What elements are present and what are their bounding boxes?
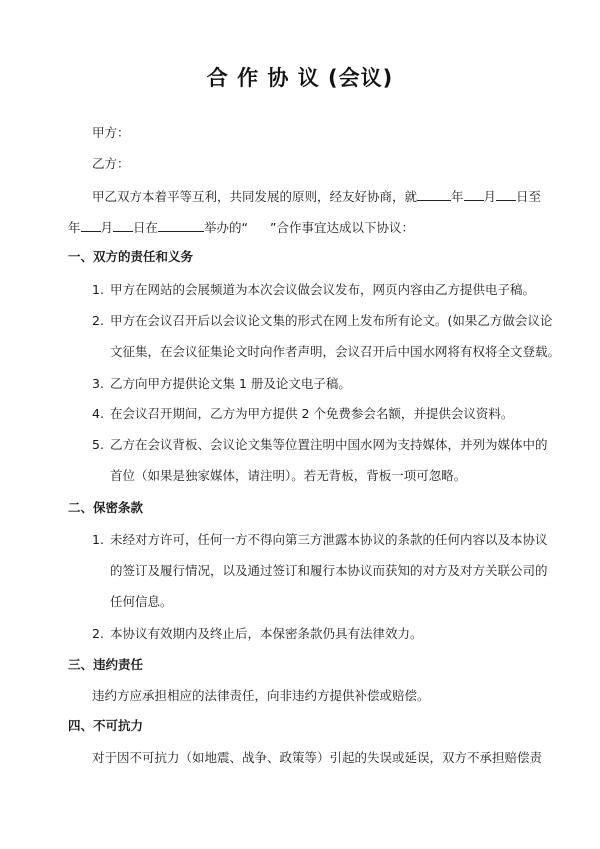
day-label: 日在 [133, 220, 159, 235]
blank-field [417, 187, 451, 201]
list-item-text: 文征集，在会议征集论文时向作者声明，会议召开后中国水网将有权将全文登载。 [110, 344, 561, 359]
section-text: 对于因不可抗力（如地震、战争、政策等）引起的失误或延误，双方不承担赔偿责 [92, 750, 543, 765]
list-item-number: 5. [92, 437, 104, 452]
list-item-text: 甲方在网站的会展频道为本次会议做会议发布，网页内容由乙方提供电子稿。 [110, 282, 536, 297]
day-label: 日至 [516, 189, 542, 204]
list-item-number: 1. [92, 532, 104, 547]
held-label: 举办的“ [204, 220, 249, 235]
document-title: 合 作 协 议 (会议) [206, 66, 394, 90]
section-heading: 三、违约责任 [68, 657, 144, 672]
month-label: 月 [100, 220, 114, 235]
section-heading: 四、不可抗力 [68, 718, 144, 733]
list-item-number: 2. [92, 626, 104, 641]
section-heading: 一、双方的责任和义务 [68, 249, 194, 264]
list-item-text: 未经对方许可，任何一方不得向第三方泄露本协议的条款的任何内容以及本协议 [110, 532, 548, 547]
list-item-text: 在会议召开期间，乙方为甲方提供 2 个免费参会名额，并提供会议资料。 [110, 406, 514, 421]
blank-field [496, 187, 516, 201]
party-b-label: 乙方： [92, 156, 130, 171]
intro-line-2 [68, 218, 414, 236]
list-item-number: 4. [92, 406, 104, 421]
blank-field [464, 187, 484, 201]
list-item-number: 2. [92, 313, 104, 328]
list-item-number: 1. [92, 282, 104, 297]
blank-field [113, 218, 133, 232]
section-heading: 二、保密条款 [68, 500, 144, 515]
intro-text: 甲乙双方本着平等互利，共同发展的原则，经友好协商，就 [92, 189, 418, 204]
list-item-text: 甲方在会议召开后以会议论文集的形式在网上发布所有论文。(如果乙方做会议论 [110, 313, 553, 328]
party-a-label: 甲方： [92, 125, 130, 140]
blank-field [158, 218, 204, 232]
list-item-text: 乙方向甲方提供论文集 1 册及论文电子稿。 [110, 376, 351, 391]
list-item-number: 3. [92, 376, 104, 391]
list-item-text: 的签订及履行情况，以及通过签订和履行本协议而获知的对方及对方关联公司的 [110, 563, 548, 578]
list-item-text: 任何信息。 [110, 594, 173, 609]
year-label: 年 [68, 220, 81, 235]
list-item-text: 乙方在会议背板、会议论文集等位置注明中国水网为支持媒体，并列为媒体中的 [110, 437, 548, 452]
intro-end-text: ”合作事宜达成以下协议： [270, 220, 415, 235]
section-text: 违约方应承担相应的法律责任，向非违约方提供补偿或赔偿。 [92, 688, 430, 703]
list-item-text: 本协议有效期内及终止后，本保密条款仍具有法律效力。 [110, 626, 423, 641]
list-item-text: 首位（如果是独家媒体，请注明）。若无背板，背板一项可忽略。 [110, 468, 467, 483]
year-label: 年 [451, 189, 464, 204]
month-label: 月 [483, 189, 497, 204]
blank-field [81, 218, 101, 232]
intro-line-1 [92, 187, 541, 205]
